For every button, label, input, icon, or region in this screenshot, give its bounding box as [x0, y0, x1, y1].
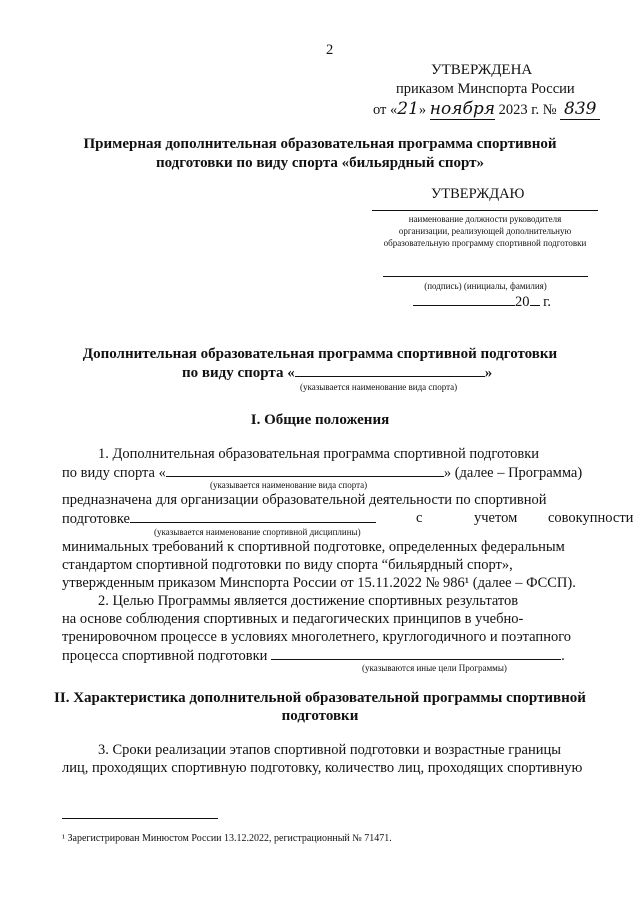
approve-year-suffix: г. [543, 294, 552, 310]
date-prefix: от « [373, 102, 398, 118]
program-title-hint: (указывается наименование вида спорта) [300, 382, 458, 392]
p1-hint1: (указывается наименование вида спорта) [210, 480, 368, 490]
approve-year: 20 [515, 294, 530, 310]
doc-title-line2: подготовки по виду спорта «бильярдный спорт» [155, 155, 485, 171]
approve-hint3: образовательную программу спортивной подготовки [383, 238, 587, 248]
date-mid: » [418, 102, 427, 118]
approve-hint2: организации, реализующей дополнительную [398, 226, 572, 236]
program-title-line1: Дополнительная образовательная программа спортивной подготовки [82, 346, 558, 362]
approval-line: приказом Минспорта России [396, 81, 575, 97]
p2-line1: 2. Целью Программы является достижение спортивных результатов [98, 593, 519, 609]
date-day: 21 [397, 99, 419, 119]
approval-date [373, 99, 600, 120]
signature-line [383, 276, 588, 277]
date-month: ноября [429, 99, 495, 119]
p1-line1: 1. Дополнительная образовательная программа спортивной подготовки [98, 446, 540, 462]
p3-line1: 3. Сроки реализации этапов спортивной подготовки и возрастные границы [98, 742, 561, 758]
approval-title: УТВЕРЖДЕНА [431, 62, 533, 78]
page-number: 2 [326, 42, 334, 58]
section1-heading: I. Общие положения [250, 412, 390, 428]
p3-line2: лиц, проходящих спортивную подготовку, количество лиц, проходящих спортивную [62, 760, 583, 776]
p1-line7: утвержденным приказом Минспорта России от 15.11.2022 № 986¹ (далее – ФССП). [62, 575, 576, 591]
program-title-line2: по виду спорта « » [182, 365, 493, 381]
p2-line3: тренировочном процессе в условиях многолетнего, круглогодичного и поэтапного [62, 629, 572, 645]
p1-line6: стандартом спортивной подготовки по виду спорта “бильярдный спорт», [62, 557, 513, 573]
section2-heading-line2: подготовки [281, 708, 359, 724]
p1-line2: по виду спорта « » (далее – Программа) [62, 465, 583, 481]
p2-line4: процесса спортивной подготовки . [62, 648, 565, 664]
approve-hint1: наименование должности руководителя [408, 214, 562, 224]
footnote-text: ¹ Зарегистрирован Минюстом России 13.12.2022, регистрационный № 71471. [62, 833, 392, 844]
p1-hint2: (указывается наименование спортивной дисциплины) [154, 527, 361, 537]
order-number: 839 [560, 99, 600, 120]
approve-line [372, 210, 598, 211]
doc-title-line1: Примерная дополнительная образовательная программа спортивной [83, 136, 557, 152]
footnote-separator [62, 818, 218, 819]
approve-date [413, 294, 551, 311]
signature-hint: (подпись) (инициалы, фамилия) [424, 281, 547, 291]
p2-line2: на основе соблюдения спортивных и педагогических принципов в учебно- [62, 611, 524, 627]
approve-title: УТВЕРЖДАЮ [431, 186, 525, 202]
date-year: 2023 г. № [498, 102, 557, 118]
section2-heading-line1: II. Характеристика дополнительной образовательной программы спортивной [54, 690, 586, 706]
p1-line3: предназначена для организации образовательной деятельности по спортивной [62, 492, 547, 508]
p1-line4: подготовке с учетом совокупности [62, 510, 634, 527]
p1-line5: минимальных требований к спортивной подготовке, определенных федеральным [62, 539, 565, 555]
p2-hint: (указываются иные цели Программы) [362, 663, 507, 673]
